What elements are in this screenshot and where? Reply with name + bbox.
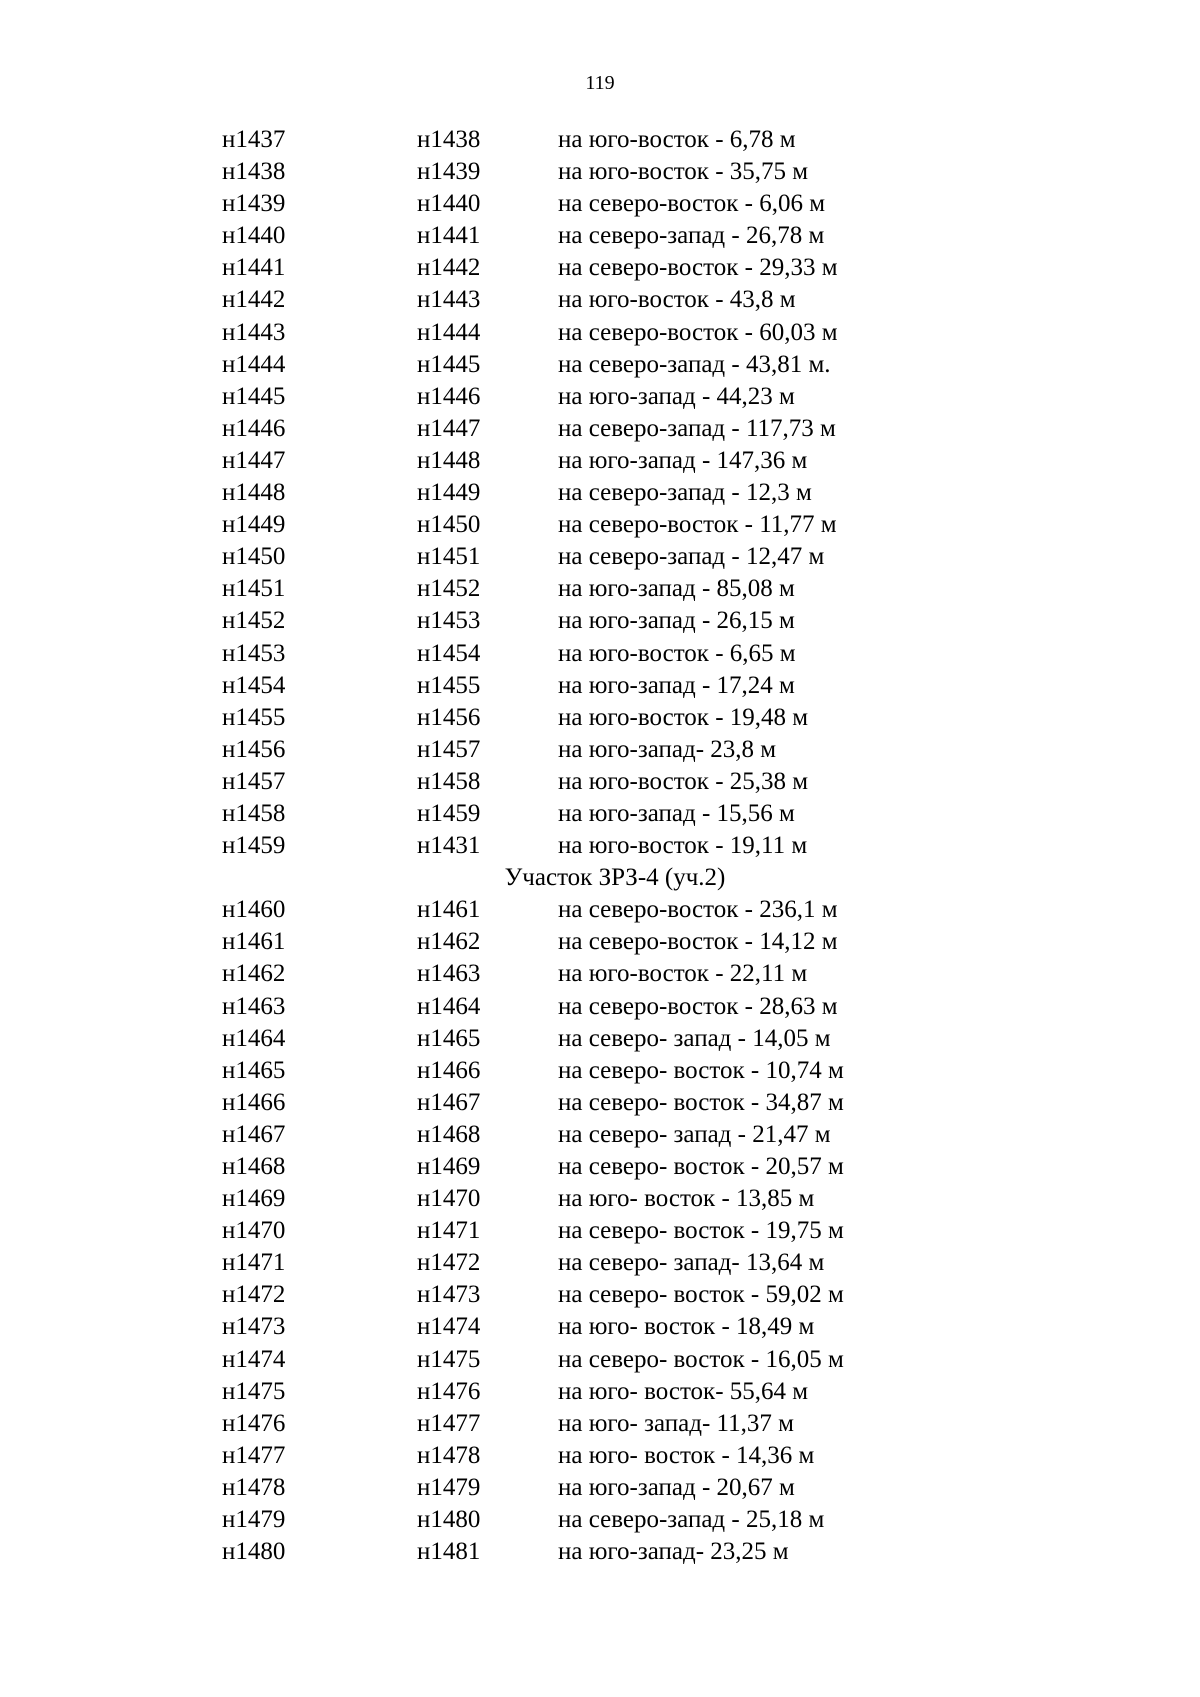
point-from: н1446 (222, 414, 286, 442)
point-from: н1476 (222, 1409, 286, 1437)
direction-distance: на северо- восток - 19,75 м (558, 1217, 844, 1245)
table-row (0, 638, 1200, 670)
table-row (0, 1279, 1200, 1311)
table-row (0, 1504, 1200, 1536)
point-from: н1466 (222, 1088, 286, 1116)
table-row (0, 830, 1200, 862)
point-from: н1447 (222, 446, 286, 474)
point-to: н1479 (417, 1473, 481, 1501)
point-from: н1473 (222, 1313, 286, 1341)
direction-distance: на юго-запад - 15,56 м (558, 799, 795, 827)
direction-distance: на юго-восток - 19,48 м (558, 703, 809, 731)
table-row (0, 1536, 1200, 1568)
point-to: н1471 (417, 1217, 481, 1245)
table-row (0, 541, 1200, 573)
point-to: н1440 (417, 190, 481, 218)
table-row (0, 894, 1200, 926)
point-to: н1455 (417, 671, 481, 699)
point-to: н1447 (417, 414, 481, 442)
point-to: н1477 (417, 1409, 481, 1437)
point-from: н1462 (222, 960, 286, 988)
point-from: н1438 (222, 158, 286, 186)
point-from: н1463 (222, 992, 286, 1020)
direction-distance: на северо- восток - 10,74 м (558, 1056, 844, 1084)
direction-distance: на северо-запад - 25,18 м (558, 1506, 825, 1534)
direction-distance: на северо- запад - 21,47 м (558, 1120, 831, 1148)
direction-distance: на юго-запад - 44,23 м (558, 382, 795, 410)
point-to: н1472 (417, 1249, 481, 1277)
point-from: н1471 (222, 1249, 286, 1277)
point-to: н1462 (417, 928, 481, 956)
table-row (0, 252, 1200, 284)
point-from: н1458 (222, 799, 286, 827)
point-to: н1466 (417, 1056, 481, 1084)
table-row (0, 509, 1200, 541)
direction-distance: на юго- восток - 18,49 м (558, 1313, 815, 1341)
point-to: н1449 (417, 479, 481, 507)
point-from: н1452 (222, 607, 286, 635)
point-to: н1463 (417, 960, 481, 988)
point-from: н1480 (222, 1538, 286, 1566)
direction-distance: на юго-восток - 35,75 м (558, 158, 809, 186)
table-row (0, 1023, 1200, 1055)
direction-distance: на северо- восток - 16,05 м (558, 1345, 844, 1373)
point-from: н1454 (222, 671, 286, 699)
page-number: 119 (585, 72, 615, 94)
point-from: н1444 (222, 350, 286, 378)
point-from: н1470 (222, 1217, 286, 1245)
point-from: н1450 (222, 543, 286, 571)
point-from: н1459 (222, 832, 286, 860)
point-to: н1459 (417, 799, 481, 827)
direction-distance: на юго-запад - 20,67 м (558, 1473, 795, 1501)
point-from: н1469 (222, 1185, 286, 1213)
table-row (0, 1440, 1200, 1472)
point-to: н1443 (417, 286, 481, 314)
point-from: н1440 (222, 222, 286, 250)
point-to: н1476 (417, 1377, 481, 1405)
direction-distance: на юго-восток - 19,11 м (558, 832, 808, 860)
point-from: н1465 (222, 1056, 286, 1084)
table-row (0, 284, 1200, 316)
direction-distance: на юго-запад - 147,36 м (558, 446, 808, 474)
direction-distance: на юго-восток - 6,78 м (558, 126, 796, 153)
point-from: н1474 (222, 1345, 286, 1373)
table-row (0, 1215, 1200, 1247)
point-from: н1461 (222, 928, 286, 956)
table-row (0, 1087, 1200, 1119)
point-to: н1431 (417, 832, 481, 860)
point-from: н1437 (222, 126, 286, 153)
direction-distance: на юго- восток - 14,36 м (558, 1441, 815, 1469)
point-from: н1451 (222, 575, 286, 603)
direction-distance: на юго- восток - 13,85 м (558, 1185, 815, 1213)
point-from: н1468 (222, 1153, 286, 1180)
table-row (0, 958, 1200, 990)
point-to: н1444 (417, 318, 481, 346)
point-to: н1458 (417, 767, 481, 795)
table-row (0, 1408, 1200, 1440)
table-row (0, 445, 1200, 477)
direction-distance: на северо- восток - 34,87 м (558, 1088, 844, 1116)
direction-distance: на юго-запад- 23,25 м (558, 1538, 789, 1566)
point-to: н1475 (417, 1345, 481, 1373)
table-row (0, 734, 1200, 766)
table-row (0, 220, 1200, 252)
direction-distance: на юго-восток - 22,11 м (558, 960, 808, 988)
point-from: н1443 (222, 318, 286, 346)
table-row (0, 1472, 1200, 1504)
table-row (0, 1055, 1200, 1087)
point-to: н1454 (417, 639, 481, 667)
point-to: н1445 (417, 350, 481, 378)
direction-distance: на северо-восток - 29,33 м (558, 254, 838, 282)
point-to: н1461 (417, 896, 481, 924)
direction-distance: на северо-запад - 12,47 м (558, 543, 825, 571)
point-to: н1468 (417, 1120, 481, 1148)
direction-distance: на северо- восток - 20,57 м (558, 1153, 844, 1180)
point-from: н1453 (222, 639, 286, 667)
point-to: н1453 (417, 607, 481, 635)
direction-distance: на юго-восток - 6,65 м (558, 639, 796, 667)
table-row (0, 381, 1200, 413)
point-from: н1472 (222, 1281, 286, 1309)
table-row (0, 317, 1200, 349)
direction-distance: на юго-восток - 25,38 м (558, 767, 809, 795)
point-from: н1441 (222, 254, 286, 282)
table-row (0, 413, 1200, 445)
point-from: н1439 (222, 190, 286, 218)
table-row (0, 926, 1200, 958)
table-row (0, 477, 1200, 509)
point-from: н1478 (222, 1473, 286, 1501)
point-to: н1467 (417, 1088, 481, 1116)
table-row (0, 605, 1200, 637)
direction-distance: на юго-восток - 43,8 м (558, 286, 796, 314)
table-row (0, 766, 1200, 798)
point-from: н1457 (222, 767, 286, 795)
point-to: н1470 (417, 1185, 481, 1213)
point-from: н1479 (222, 1506, 286, 1534)
direction-distance: на юго-запад - 85,08 м (558, 575, 795, 603)
table-row (0, 124, 1200, 156)
table-row (0, 1376, 1200, 1408)
point-to: н1451 (417, 543, 481, 571)
table-row (0, 349, 1200, 381)
point-to: н1446 (417, 382, 481, 410)
point-to: н1438 (417, 126, 481, 153)
point-to: н1480 (417, 1506, 481, 1534)
direction-distance: на северо-восток - 11,77 м (558, 511, 837, 539)
rows-part1 (0, 124, 1200, 862)
point-to: н1450 (417, 511, 481, 539)
table-row (0, 1151, 1200, 1183)
direction-distance: на северо-запад - 43,81 м. (558, 350, 831, 378)
point-to: н1465 (417, 1024, 481, 1052)
direction-distance: на северо-восток - 6,06 м (558, 190, 826, 218)
direction-distance: на северо- запад- 13,64 м (558, 1249, 825, 1277)
point-to: н1473 (417, 1281, 481, 1309)
direction-distance: на северо-запад - 12,3 м (558, 479, 812, 507)
point-from: н1455 (222, 703, 286, 731)
point-to: н1439 (417, 158, 481, 186)
point-to: н1457 (417, 735, 481, 763)
table-row (0, 1119, 1200, 1151)
direction-distance: на северо- запад - 14,05 м (558, 1024, 831, 1052)
table-row (0, 670, 1200, 702)
direction-distance: на северо- восток - 59,02 м (558, 1281, 844, 1309)
point-from: н1449 (222, 511, 286, 539)
point-to: н1456 (417, 703, 481, 731)
table-row (0, 156, 1200, 188)
direction-distance: на северо-восток - 236,1 м (558, 896, 838, 924)
direction-distance: на северо-запад - 117,73 м (558, 414, 836, 442)
table-row (0, 1247, 1200, 1279)
direction-distance: на юго-запад - 17,24 м (558, 671, 795, 699)
point-from: н1442 (222, 286, 286, 314)
point-from: н1456 (222, 735, 286, 763)
point-from: н1460 (222, 896, 286, 924)
point-to: н1474 (417, 1313, 481, 1341)
direction-distance: на юго-запад- 23,8 м (558, 735, 777, 763)
point-to: н1442 (417, 254, 481, 282)
direction-distance: на юго-запад - 26,15 м (558, 607, 795, 635)
table-row (0, 573, 1200, 605)
point-from: н1445 (222, 382, 286, 410)
point-from: н1477 (222, 1441, 286, 1469)
point-to: н1464 (417, 992, 481, 1020)
rows-part2 (0, 894, 1200, 1568)
point-from: н1467 (222, 1120, 286, 1148)
direction-distance: на северо-восток - 28,63 м (558, 992, 838, 1020)
point-to: н1448 (417, 446, 481, 474)
point-from: н1475 (222, 1377, 286, 1405)
point-to: н1481 (417, 1538, 481, 1566)
table-row (0, 1344, 1200, 1376)
direction-distance: на юго- восток- 55,64 м (558, 1377, 809, 1405)
boundary-table (0, 124, 1200, 1568)
point-to: н1441 (417, 222, 481, 250)
point-to: н1452 (417, 575, 481, 603)
point-to: н1469 (417, 1153, 481, 1180)
direction-distance: на северо-восток - 14,12 м (558, 928, 838, 956)
section-heading: Участок ЗРЗ-4 (уч.2) (504, 864, 726, 892)
point-from: н1448 (222, 479, 286, 507)
direction-distance: на северо-восток - 60,03 м (558, 318, 838, 346)
table-row (0, 1311, 1200, 1343)
table-row (0, 188, 1200, 220)
table-row (0, 798, 1200, 830)
direction-distance: на северо-запад - 26,78 м (558, 222, 825, 250)
table-row (0, 702, 1200, 734)
table-row (0, 991, 1200, 1023)
table-row (0, 1183, 1200, 1215)
point-to: н1478 (417, 1441, 481, 1469)
point-from: н1464 (222, 1024, 286, 1052)
direction-distance: на юго- запад- 11,37 м (558, 1409, 794, 1437)
